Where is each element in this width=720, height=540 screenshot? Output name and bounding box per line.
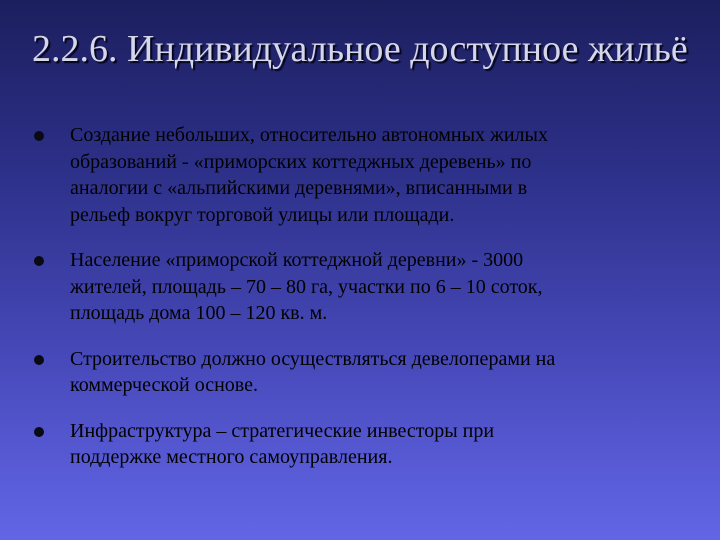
bullet-item-population bbox=[34, 247, 674, 327]
bullet-text-line: Инфраструктура – стратегические инвесторы при bbox=[70, 419, 495, 442]
bullet-text-line: площадь дома 100 – 120 кв. м. bbox=[70, 302, 328, 324]
bullet-text-line: Строительство должно осуществляться девелоперами на bbox=[70, 347, 556, 370]
bullet-text-line: образований - «приморских коттеджных деревень» по bbox=[70, 150, 532, 173]
bullet-text-line: аналогии с «альпийскими деревнями», вписанными в bbox=[70, 177, 528, 199]
bullet-item-infrastructure bbox=[34, 418, 674, 471]
bullet-text-line: поддержке местного самоуправления. bbox=[70, 446, 393, 468]
slide-title: 2.2.6. Индивидуальное доступное жильё bbox=[32, 28, 688, 70]
bullet-text-line: Население «приморской коттеджной деревни» - 3000 bbox=[70, 249, 524, 271]
bullet-text-line: коммерческой основе. bbox=[70, 374, 259, 396]
bullet-text-line: Создание небольших, относительно автономных жилых bbox=[70, 124, 548, 146]
bullet-dot-icon bbox=[34, 256, 44, 266]
bullet-dot-icon bbox=[34, 355, 44, 365]
bullet-item-construction bbox=[34, 346, 674, 399]
bullet-dot-icon bbox=[34, 131, 44, 141]
bullet-text-line: жителей, площадь – 70 – 80 га, участки по 6 – 10 соток, bbox=[70, 275, 543, 298]
bullet-text-line: рельеф вокруг торговой улицы или площади. bbox=[70, 203, 455, 226]
bullet-list bbox=[34, 122, 674, 471]
bullet-item-development bbox=[34, 122, 674, 228]
bullet-dot-icon bbox=[34, 427, 44, 437]
